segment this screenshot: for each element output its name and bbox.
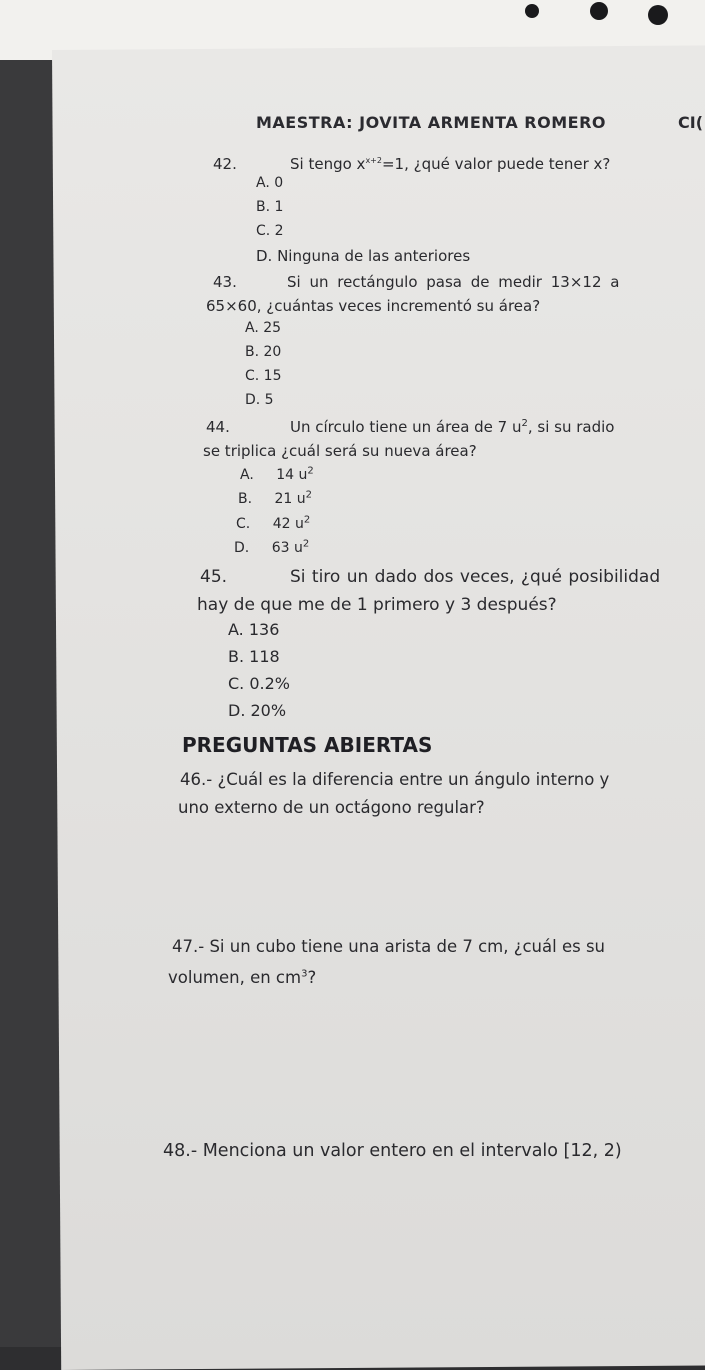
q42-number: 42.	[213, 155, 237, 173]
q44-option-b	[238, 491, 312, 507]
q43-line2: 65×60, ¿cuántas veces incrementó su área?	[206, 297, 541, 315]
q42-text	[290, 155, 610, 173]
q42-expr: x	[356, 155, 366, 173]
q43-option-a: A. 25	[245, 320, 282, 336]
binder-hole	[590, 2, 608, 20]
q45-option-c: C. 0.2%	[228, 674, 290, 693]
q47-line2	[168, 968, 316, 987]
q42-text-a: Si tengo	[290, 155, 357, 173]
q44-option-d-value: 63 u	[271, 540, 303, 556]
q44-option-c	[236, 516, 310, 532]
q45-line2: hay de que me de 1 primero y 3 después?	[197, 595, 557, 615]
q44-line1-text: Un círculo tiene un área de 7 u	[290, 418, 522, 436]
exam-sheet	[52, 45, 705, 1370]
q47-line2-end: ?	[307, 968, 317, 987]
q44-option-b-sup: 2	[305, 489, 313, 501]
q44-number: 44.	[206, 418, 230, 436]
q44-option-b-label: B.	[238, 491, 253, 507]
binder-hole	[648, 5, 668, 25]
q44-line2: se triplica ¿cuál será su nueva área?	[203, 442, 477, 460]
q42-option-a: A. 0	[256, 175, 284, 191]
q43-number: 43.	[213, 273, 237, 291]
q44-option-d-sup: 2	[302, 538, 310, 550]
q44-option-d-label: D.	[234, 540, 250, 556]
q46-line1: 46.- ¿Cuál es la diferencia entre un ángulo interno y	[180, 770, 610, 789]
q46-line2: uno externo de un octágono regular?	[178, 798, 485, 817]
q42-option-d: D. Ninguna de las anteriores	[256, 247, 471, 265]
q42-option-b: B. 1	[256, 199, 284, 215]
q44-option-a-sup: 2	[307, 465, 314, 477]
q45-option-a: A. 136	[228, 620, 280, 639]
q44-option-a-value: 14 u	[276, 467, 308, 483]
q47-line1: 47.- Si un cubo tiene una arista de 7 cm, ¿cuál es su	[172, 937, 605, 956]
binder-hole	[525, 4, 539, 18]
header-cut-text: CI(	[678, 113, 704, 132]
q44-line1	[290, 418, 614, 436]
q45-number: 45.	[200, 567, 228, 587]
q44-option-a-label: A.	[240, 467, 254, 483]
q47-line2-text: volumen, en cm	[168, 968, 302, 987]
q43-option-c: C. 15	[245, 368, 282, 384]
q44-option-d	[234, 540, 309, 556]
q48-line1: 48.- Menciona un valor entero en el intervalo [12, 2)	[163, 1141, 622, 1161]
teacher-header: MAESTRA: JOVITA ARMENTA ROMERO	[256, 113, 606, 132]
q43-option-d: D. 5	[245, 392, 274, 408]
q42-option-c: C. 2	[256, 223, 284, 239]
q45-line1: Si tiro un dado dos veces, ¿qué posibilidad	[290, 567, 661, 587]
q45-option-d: D. 20%	[228, 701, 287, 720]
open-questions-title: PREGUNTAS ABIERTAS	[182, 733, 433, 757]
q44-line1-end: , si su radio	[527, 418, 615, 436]
q44-option-b-value: 21 u	[274, 491, 306, 507]
q43-line1: Si un rectángulo pasa de medir 13×12 a	[287, 273, 620, 291]
q47-line2-sup: 3	[301, 968, 308, 980]
q45-option-b: B. 118	[228, 647, 280, 666]
q43-option-b: B. 20	[245, 344, 282, 360]
q44-line1-sup: 2	[521, 418, 528, 429]
q42-exponent: x+2	[365, 156, 382, 165]
q44-option-c-label: C.	[236, 516, 251, 532]
q42-text-b: =1, ¿qué valor puede tener x?	[381, 155, 611, 173]
q44-option-a	[240, 467, 314, 483]
q44-option-c-sup: 2	[303, 514, 311, 526]
q44-option-c-value: 42 u	[272, 516, 304, 532]
